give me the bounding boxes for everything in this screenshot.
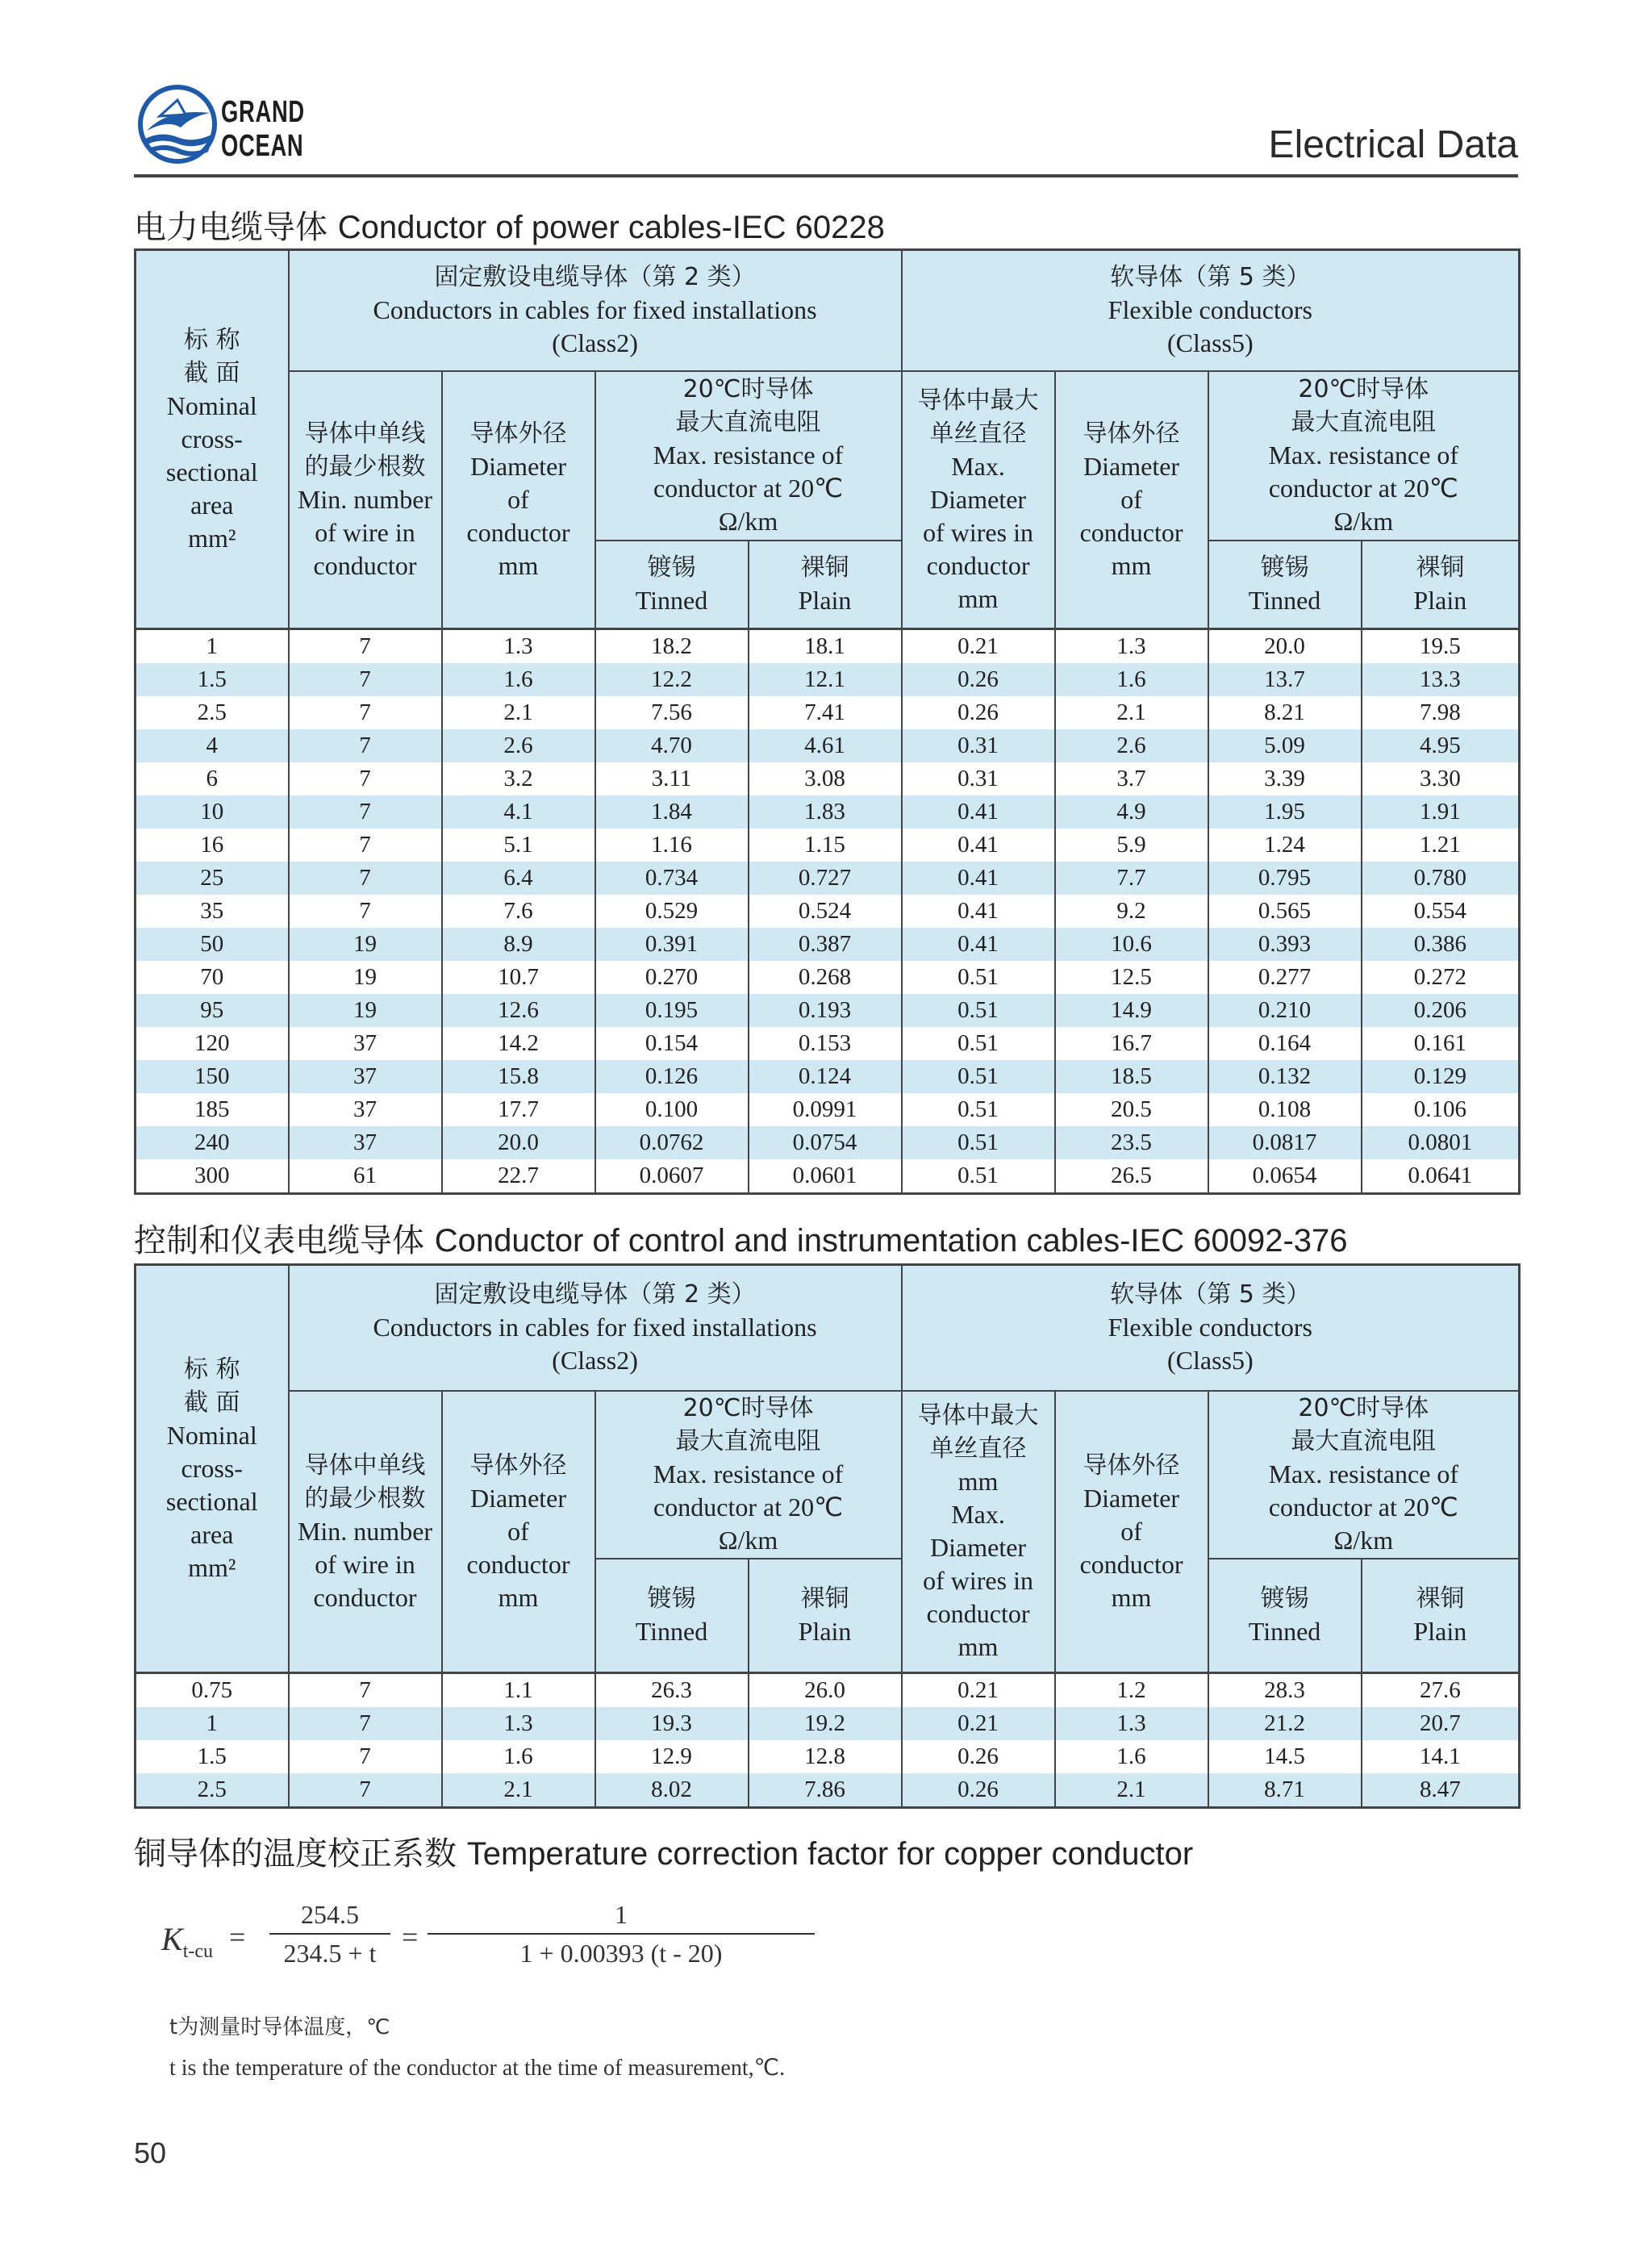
table-cell: 1.91 (1362, 795, 1520, 829)
table-cell: 1 (136, 629, 289, 664)
table-cell: 0.0817 (1208, 1126, 1362, 1159)
table-cell: 0.132 (1208, 1060, 1362, 1093)
table-cell: 0.0762 (595, 1126, 749, 1159)
table-cell: 1.5 (136, 663, 289, 696)
table-cell: 10.7 (442, 961, 595, 994)
table-cell: 7.56 (595, 696, 749, 729)
table-cell: 14.5 (1208, 1740, 1362, 1773)
table-row (136, 795, 1520, 829)
fraction-1-numerator: 254.5 (301, 1900, 359, 1929)
table-cell: 95 (136, 994, 289, 1027)
table-cell: 1.3 (1055, 629, 1208, 664)
table-cell: 0.524 (749, 895, 902, 928)
table-cell: 0.153 (749, 1027, 902, 1060)
table-cell: 2.6 (442, 729, 595, 762)
section3-title-en: Temperature correction factor for copper conductor (466, 1836, 1194, 1872)
table-cell: 0.268 (749, 961, 902, 994)
table-cell: 0.100 (595, 1093, 749, 1126)
table-cell: 2.1 (1055, 696, 1208, 729)
table-cell: 20.0 (1208, 629, 1362, 664)
header-divider (134, 174, 1518, 177)
table-row (136, 663, 1520, 696)
table-cell: 0.386 (1362, 928, 1520, 961)
table-cell: 1.6 (442, 1740, 595, 1773)
table-cell: 7 (289, 1673, 442, 1708)
logo-text-line1: GRAND (221, 95, 305, 129)
table-cell: 19 (289, 928, 442, 961)
table-cell: 7 (289, 696, 442, 729)
min-wire-count-header: 导体中单线 的最少根数 Min. number of wire in conductor (289, 1391, 442, 1673)
table-cell: 0.41 (902, 829, 1055, 862)
page-number: 50 (134, 2136, 167, 2169)
table-cell: 7 (289, 1740, 442, 1773)
table-cell: 0.780 (1362, 862, 1520, 895)
table-row (136, 829, 1520, 862)
conductor-diameter-header: 导体外径 Diameter of conductor mm (442, 1391, 595, 1673)
table-cell: 19 (289, 961, 442, 994)
table-cell: 0.126 (595, 1060, 749, 1093)
table-cell: 2.5 (136, 696, 289, 729)
table-cell: 7 (289, 895, 442, 928)
fraction-2-numerator: 1 (615, 1900, 628, 1929)
table-cell: 7 (289, 1707, 442, 1740)
table-cell: 0.51 (902, 1027, 1055, 1060)
table-cell: 7.98 (1362, 696, 1520, 729)
table-cell: 26.0 (749, 1673, 902, 1708)
flex-max-resistance-header: 20℃时导体 最大直流电阻 Max. resistance of conductor at 20℃ Ω/km (1208, 1391, 1520, 1559)
table-cell: 7.6 (442, 895, 595, 928)
table-row (136, 895, 1520, 928)
fraction-1-denominator: 234.5 + t (283, 1939, 377, 1968)
table-cell: 185 (136, 1093, 289, 1126)
table-cell: 1.3 (442, 1707, 595, 1740)
nominal-area-header: 标 称 截 面 Nominal cross- sectional area mm² (136, 250, 289, 629)
logo-wordmark (221, 95, 305, 163)
table-cell: 25 (136, 862, 289, 895)
table-cell: 8.02 (595, 1773, 749, 1808)
table-cell: 70 (136, 961, 289, 994)
table-cell: 0.0601 (749, 1159, 902, 1194)
note-en: t is the temperature of the conductor at the time of measurement,℃. (169, 2056, 786, 2081)
table-cell: 3.2 (442, 762, 595, 795)
plain-header: 裸铜 Plain (749, 541, 902, 629)
table-cell: 12.9 (595, 1740, 749, 1773)
note-zh: t为测量时导体温度，℃ (169, 2015, 390, 2040)
table-cell: 19.3 (595, 1707, 749, 1740)
table-cell: 1.6 (1055, 663, 1208, 696)
table-cell: 1.2 (1055, 1673, 1208, 1708)
table-cell: 0.154 (595, 1027, 749, 1060)
max-resistance-header: 20℃时导体 最大直流电阻 Max. resistance of conductor at 20℃ Ω/km (595, 371, 902, 541)
table-cell: 3.30 (1362, 762, 1520, 795)
table-cell: 7 (289, 829, 442, 862)
table-cell: 2.1 (442, 1773, 595, 1808)
table-cell: 7.7 (1055, 862, 1208, 895)
table-cell: 6 (136, 762, 289, 795)
table-cell: 0.31 (902, 762, 1055, 795)
table-header (136, 1265, 1520, 1673)
nominal-area-header: 标 称 截 面 Nominal cross- sectional area mm² (136, 1265, 289, 1673)
table-cell: 3.08 (749, 762, 902, 795)
table-cell: 0.270 (595, 961, 749, 994)
formula-fraction-2 (428, 1896, 815, 1972)
table-cell: 0.75 (136, 1673, 289, 1708)
table-row (136, 729, 1520, 762)
table-cell: 0.41 (902, 795, 1055, 829)
section2-title (134, 1215, 1348, 1261)
table-cell: 0.31 (902, 729, 1055, 762)
section1-title-zh: 电力电缆导体 (134, 209, 327, 246)
max-wire-diameter-header: 导体中最大 单丝直径 mm Max. Diameter of wires in conductor mm (902, 1391, 1055, 1673)
table-cell: 26.3 (595, 1673, 749, 1708)
fixed-installation-header: 固定敷设电缆导体（第 2 类） Conductors in cables for fixed installations (Class2) (289, 250, 902, 371)
table-cell: 19 (289, 994, 442, 1027)
table-row (136, 1773, 1520, 1808)
table-cell: 15.8 (442, 1060, 595, 1093)
table-cell: 1.16 (595, 829, 749, 862)
table-cell: 14.2 (442, 1027, 595, 1060)
table-cell: 2.5 (136, 1773, 289, 1808)
table-cell: 0.51 (902, 1060, 1055, 1093)
formula-k-symbol: $K_{t-cu}$ (161, 1921, 213, 1962)
table-cell: 0.21 (902, 1673, 1055, 1708)
flex-tinned-header: 镀锡 Tinned (1208, 541, 1362, 629)
table-row (136, 1093, 1520, 1126)
table-body (136, 629, 1520, 1194)
table-cell: 10 (136, 795, 289, 829)
table-cell: 5.1 (442, 829, 595, 862)
table-body (136, 1673, 1520, 1808)
table-cell: 27.6 (1362, 1673, 1520, 1708)
table-cell: 13.3 (1362, 663, 1520, 696)
formula-equals-2: = (402, 1921, 419, 1953)
table-cell: 1.95 (1208, 795, 1362, 829)
table-cell: 1.1 (442, 1673, 595, 1708)
table-cell: 0.51 (902, 1126, 1055, 1159)
table-cell: 300 (136, 1159, 289, 1194)
table-row (136, 961, 1520, 994)
table-cell: 37 (289, 1126, 442, 1159)
table-cell: 0.41 (902, 862, 1055, 895)
logo-text-line2: OCEAN (221, 129, 304, 163)
table-cell: 1.6 (1055, 1740, 1208, 1773)
table-cell: 4 (136, 729, 289, 762)
table-cell: 4.61 (749, 729, 902, 762)
table-cell: 0.26 (902, 663, 1055, 696)
table-cell: 1.15 (749, 829, 902, 862)
table-cell: 0.565 (1208, 895, 1362, 928)
min-wire-count-header: 导体中单线 的最少根数 Min. number of wire in conductor (289, 371, 442, 629)
table-cell: 22.7 (442, 1159, 595, 1194)
table-row (136, 629, 1520, 664)
table-cell: 1.5 (136, 1740, 289, 1773)
flexible-conductor-header: 软导体（第 5 类） Flexible conductors (Class5) (902, 250, 1520, 371)
table-cell: 8.71 (1208, 1773, 1362, 1808)
table-cell: 4.1 (442, 795, 595, 829)
table-cell: 7.86 (749, 1773, 902, 1808)
table-cell: 6.4 (442, 862, 595, 895)
plain-header: 裸铜 Plain (749, 1559, 902, 1673)
table-row (136, 696, 1520, 729)
table-cell: 0.0641 (1362, 1159, 1520, 1194)
table-cell: 0.795 (1208, 862, 1362, 895)
formula-equals: = (229, 1921, 246, 1953)
table-row (136, 1126, 1520, 1159)
table-cell: 0.554 (1362, 895, 1520, 928)
table-cell: 0.124 (749, 1060, 902, 1093)
table-cell: 23.5 (1055, 1126, 1208, 1159)
max-wire-diameter-header: 导体中最大 单丝直径 Max. Diameter of wires in conductor mm (902, 371, 1055, 629)
table-cell: 1.21 (1362, 829, 1520, 862)
table-cell: 0.21 (902, 1707, 1055, 1740)
section3-title (134, 1828, 1193, 1874)
max-resistance-header: 20℃时导体 最大直流电阻 Max. resistance of conductor at 20℃ Ω/km (595, 1391, 902, 1559)
table-cell: 0.41 (902, 928, 1055, 961)
table-cell: 0.51 (902, 1093, 1055, 1126)
table-cell: 2.1 (442, 696, 595, 729)
table-cell: 8.9 (442, 928, 595, 961)
table-cell: 0.108 (1208, 1093, 1362, 1126)
table-cell: 26.5 (1055, 1159, 1208, 1194)
section1-title-en: Conductor of power cables-IEC 60228 (337, 210, 885, 245)
table-cell: 20.5 (1055, 1093, 1208, 1126)
table-cell: 3.39 (1208, 762, 1362, 795)
table-cell: 150 (136, 1060, 289, 1093)
table-row (136, 862, 1520, 895)
section1-title (134, 202, 885, 248)
table-cell: 21.2 (1208, 1707, 1362, 1740)
flex-plain-header: 裸铜 Plain (1362, 541, 1520, 629)
control-cable-conductor-table (134, 1263, 1521, 1809)
table-cell: 0.51 (902, 994, 1055, 1027)
table-cell: 0.195 (595, 994, 749, 1027)
table-cell: 16 (136, 829, 289, 862)
table-row (136, 1740, 1520, 1773)
table-cell: 0.0991 (749, 1093, 902, 1126)
table-cell: 9.2 (1055, 895, 1208, 928)
flex-conductor-diameter-header: 导体外径 Diameter of conductor mm (1055, 1391, 1208, 1673)
table-cell: 0.193 (749, 994, 902, 1027)
table-cell: 8.21 (1208, 696, 1362, 729)
table-cell: 7 (289, 629, 442, 664)
table-cell: 1.6 (442, 663, 595, 696)
table-cell: 19.2 (749, 1707, 902, 1740)
table-cell: 7.41 (749, 696, 902, 729)
table-cell: 12.1 (749, 663, 902, 696)
table-row (136, 762, 1520, 795)
table-cell: 1.3 (442, 629, 595, 664)
flex-max-resistance-header: 20℃时导体 最大直流电阻 Max. resistance of conductor at 20℃ Ω/km (1208, 371, 1520, 541)
table-cell: 4.70 (595, 729, 749, 762)
grand-ocean-logo-icon (136, 84, 224, 165)
table-cell: 0.0607 (595, 1159, 749, 1194)
table-header (136, 250, 1520, 629)
table-cell: 2.6 (1055, 729, 1208, 762)
table-cell: 50 (136, 928, 289, 961)
flex-tinned-header: 镀锡 Tinned (1208, 1559, 1362, 1673)
table-cell: 17.7 (442, 1093, 595, 1126)
table-cell: 120 (136, 1027, 289, 1060)
table-cell: 1.3 (1055, 1707, 1208, 1740)
flex-conductor-diameter-header: 导体外径 Diameter of conductor mm (1055, 371, 1208, 629)
table-cell: 0.206 (1362, 994, 1520, 1027)
table-cell: 0.51 (902, 961, 1055, 994)
table-cell: 7 (289, 795, 442, 829)
table-cell: 0.0754 (749, 1126, 902, 1159)
table-cell: 0.161 (1362, 1027, 1520, 1060)
table-cell: 0.387 (749, 928, 902, 961)
table-cell: 37 (289, 1060, 442, 1093)
table-cell: 0.21 (902, 629, 1055, 664)
table-cell: 5.09 (1208, 729, 1362, 762)
table-cell: 12.8 (749, 1740, 902, 1773)
table-cell: 18.1 (749, 629, 902, 664)
table-cell: 10.6 (1055, 928, 1208, 961)
table-cell: 0.529 (595, 895, 749, 928)
table-cell: 0.51 (902, 1159, 1055, 1194)
table-cell: 7 (289, 862, 442, 895)
table-cell: 4.9 (1055, 795, 1208, 829)
table-cell: 0.0801 (1362, 1126, 1520, 1159)
fixed-installation-header: 固定敷设电缆导体（第 2 类） Conductors in cables for fixed installations (Class2) (289, 1265, 902, 1391)
table-cell: 1.24 (1208, 829, 1362, 862)
table-cell: 0.129 (1362, 1060, 1520, 1093)
table-cell: 5.9 (1055, 829, 1208, 862)
table-cell: 7 (289, 1773, 442, 1808)
table-cell: 16.7 (1055, 1027, 1208, 1060)
table-cell: 1.84 (595, 795, 749, 829)
table-row (136, 1707, 1520, 1740)
table-cell: 20.0 (442, 1126, 595, 1159)
table-row (136, 1673, 1520, 1708)
table-cell: 2.1 (1055, 1773, 1208, 1808)
table-cell: 3.7 (1055, 762, 1208, 795)
table-cell: 3.11 (595, 762, 749, 795)
table-cell: 12.2 (595, 663, 749, 696)
table-cell: 12.6 (442, 994, 595, 1027)
table-cell: 37 (289, 1027, 442, 1060)
table-cell: 28.3 (1208, 1673, 1362, 1708)
table-cell: 0.26 (902, 696, 1055, 729)
section2-title-en: Conductor of control and instrumentation cables-IEC 60092-376 (434, 1223, 1348, 1259)
table-cell: 37 (289, 1093, 442, 1126)
section2-title-zh: 控制和仪表电缆导体 (134, 1222, 424, 1259)
table-cell: 7 (289, 663, 442, 696)
tinned-header: 镀锡 Tinned (595, 541, 749, 629)
section3-title-zh: 铜导体的温度校正系数 (134, 1835, 457, 1873)
table-cell: 0.734 (595, 862, 749, 895)
table-cell: 0.26 (902, 1773, 1055, 1808)
table-cell: 7 (289, 729, 442, 762)
temperature-correction-formula (161, 1896, 726, 1985)
table-cell: 19.5 (1362, 629, 1520, 664)
formula-fraction-1 (269, 1896, 390, 1972)
table-cell: 1.83 (749, 795, 902, 829)
table-cell: 0.277 (1208, 961, 1362, 994)
table-cell: 0.164 (1208, 1027, 1362, 1060)
table-cell: 240 (136, 1126, 289, 1159)
table-cell: 14.1 (1362, 1740, 1520, 1773)
table-cell: 14.9 (1055, 994, 1208, 1027)
tinned-header: 镀锡 Tinned (595, 1559, 749, 1673)
table-cell: 0.391 (595, 928, 749, 961)
flex-plain-header: 裸铜 Plain (1362, 1559, 1520, 1673)
table-cell: 18.5 (1055, 1060, 1208, 1093)
table-cell: 1 (136, 1707, 289, 1740)
table-cell: 18.2 (595, 629, 749, 664)
table-row (136, 928, 1520, 961)
table-cell: 0.106 (1362, 1093, 1520, 1126)
table-cell: 0.210 (1208, 994, 1362, 1027)
table-cell: 13.7 (1208, 663, 1362, 696)
table-row (136, 1027, 1520, 1060)
table-cell: 12.5 (1055, 961, 1208, 994)
table-cell: 0.41 (902, 895, 1055, 928)
table-cell: 7 (289, 762, 442, 795)
table-cell: 0.272 (1362, 961, 1520, 994)
table-row (136, 1159, 1520, 1194)
power-cable-conductor-table (134, 248, 1521, 1195)
table-row (136, 1060, 1520, 1093)
table-cell: 0.26 (902, 1740, 1055, 1773)
table-cell: 4.95 (1362, 729, 1520, 762)
table-cell: 0.0654 (1208, 1159, 1362, 1194)
table-cell: 35 (136, 895, 289, 928)
fraction-2-denominator: 1 + 0.00393 (t - 20) (519, 1939, 723, 1968)
table-cell: 20.7 (1362, 1707, 1520, 1740)
table-cell: 8.47 (1362, 1773, 1520, 1808)
table-cell: 61 (289, 1159, 442, 1194)
flexible-conductor-header: 软导体（第 5 类） Flexible conductors (Class5) (902, 1265, 1520, 1391)
table-cell: 0.393 (1208, 928, 1362, 961)
table-row (136, 994, 1520, 1027)
page-title: Electrical Data (1268, 123, 1518, 166)
table-cell: 0.727 (749, 862, 902, 895)
conductor-diameter-header: 导体外径 Diameter of conductor mm (442, 371, 595, 629)
